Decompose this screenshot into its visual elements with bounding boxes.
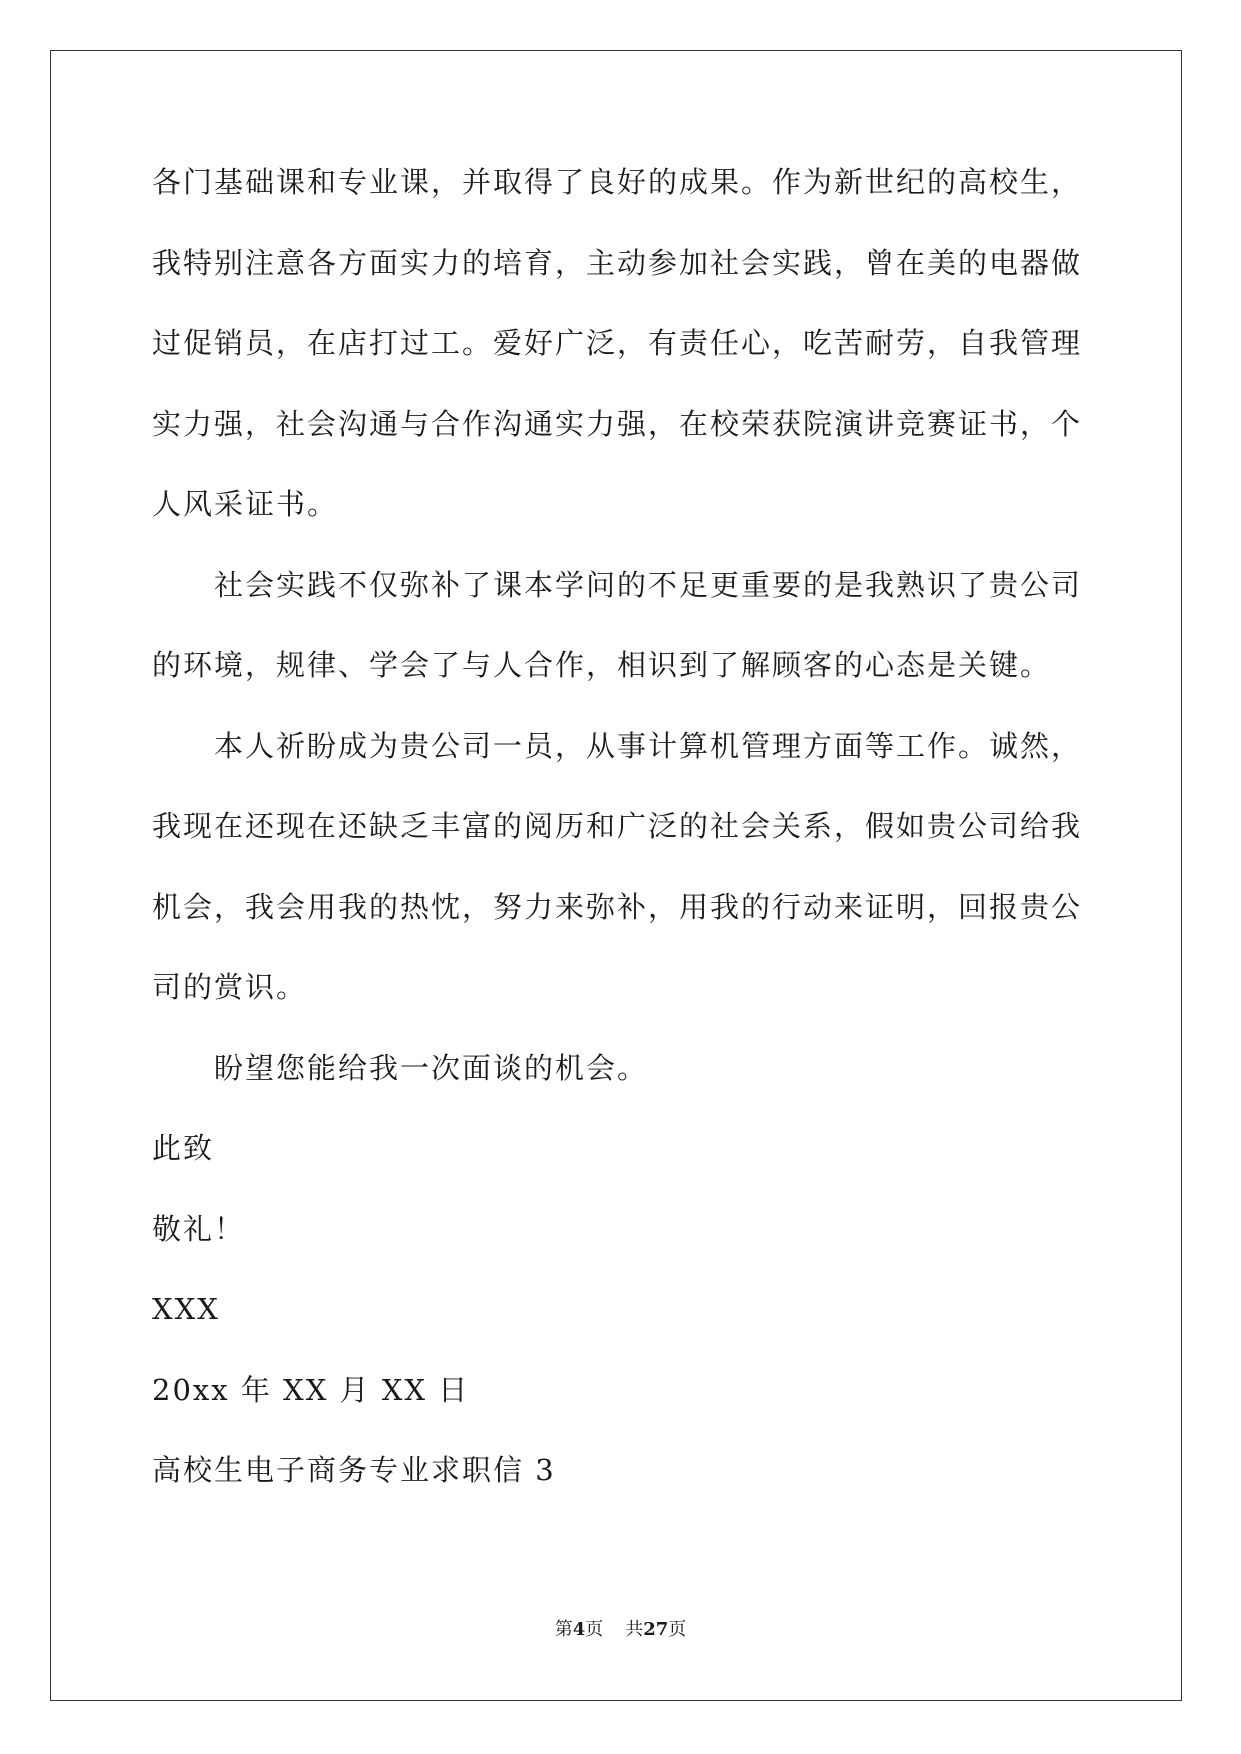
signature-date: 20xx 年 XX 月 XX 日: [152, 1372, 470, 1407]
signature-name: XXX: [152, 1292, 220, 1326]
salutation-line: 敬礼！: [152, 1211, 246, 1246]
page-footer: [0, 1618, 1241, 1642]
paragraph-line: 机会，我会用我的热忱，努力来弥补，用我的行动来证明，回报贵公: [152, 889, 1083, 924]
paragraph-line: 司的赏识。: [152, 970, 308, 1004]
paragraph-line: 实力强，社会沟通与合作沟通实力强，在校荣获院演讲竞赛证书，个: [152, 406, 1083, 441]
section-heading: 高校生电子商务专业求职信 3: [152, 1453, 556, 1487]
paragraph-line: 人风采证书。: [152, 487, 339, 521]
paragraph-line: 我特别注意各方面实力的培育，主动参加社会实践，曾在美的电器做: [152, 245, 1083, 280]
letter-body: [152, 164, 1092, 1533]
paragraph-line: 我现在还现在还缺乏丰富的阅历和广泛的社会关系，假如贵公司给我: [152, 809, 1083, 843]
footer-total-prefix: 共: [625, 1619, 644, 1640]
paragraph-line: 的环境，规律、学会了与人合作，相识到了解顾客的心态是关键。: [152, 648, 1052, 682]
footer-page-unit: 页: [585, 1619, 604, 1640]
paragraph-line: 过促销员，在店打过工。爱好广泛，有责任心，吃苦耐劳，自我管理: [152, 326, 1083, 360]
footer-prefix: 第: [554, 1619, 573, 1640]
paragraph-line: 盼望您能给我一次面谈的机会。: [214, 1050, 649, 1085]
paragraph-line: 社会实践不仅弥补了课本学问的不足更重要的是我熟识了贵公司: [214, 567, 1083, 602]
current-page-number: 4: [572, 1619, 586, 1640]
paragraph-line: 各门基础课和专业课，并取得了良好的成果。作为新世纪的高校生，: [152, 165, 1083, 199]
paragraph-line: 本人祈盼成为贵公司一员，从事计算机管理方面等工作。诚然，: [214, 728, 1083, 763]
total-page-number: 27: [643, 1619, 669, 1640]
footer-total-unit: 页: [668, 1619, 687, 1640]
closing-line: 此致: [152, 1131, 215, 1165]
